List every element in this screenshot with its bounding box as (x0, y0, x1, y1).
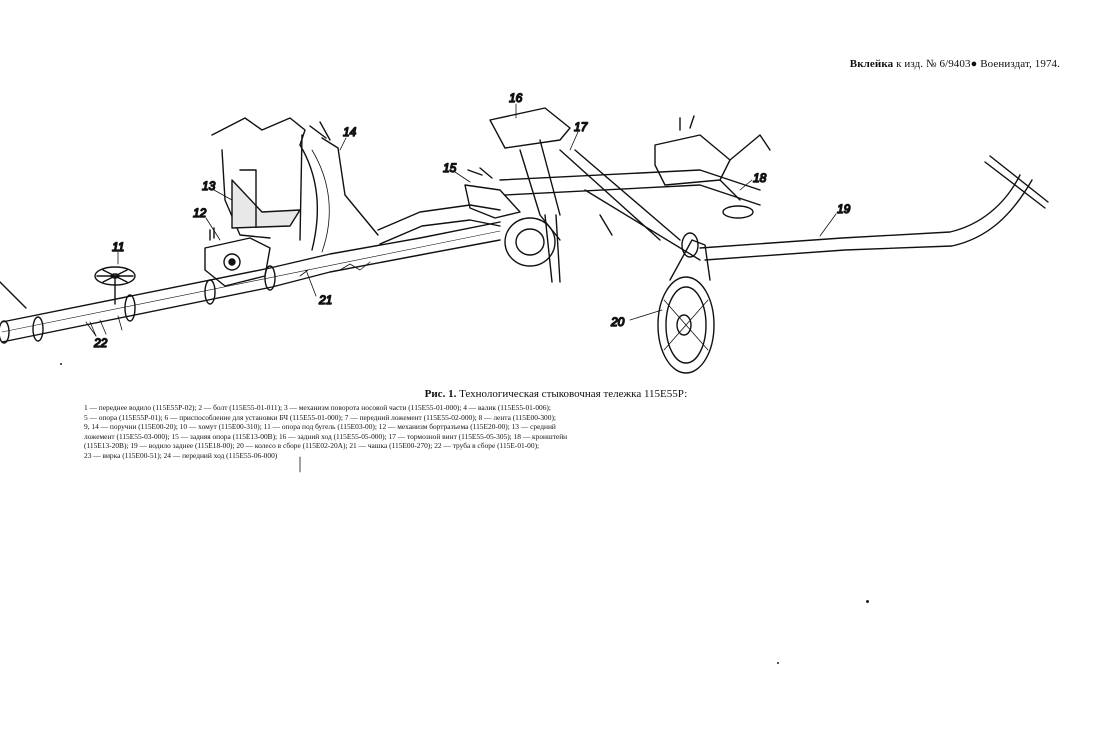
callout-19: 19 (837, 202, 851, 216)
publication-note-prefix: Вклейка (849, 58, 894, 70)
parts-legend (84, 403, 762, 461)
legend-line: 5 — опора (115Е55Р-01); 6 — приспособление для установки БЧ (115Е55-01-000); 7 — передний ложемент (115Е55-02-000); 8 — лента (115Е00-300); (84, 412, 556, 422)
legend-line: 9, 14 — поручни (115Е00-20); 10 — хомут (115Е00-310); 11 — опора под бугель (115Е03-00); 12 — механизм бортразъема (115Е20-00); 13 — средний (84, 422, 556, 432)
figure-title: Технологическая стыковочная тележка 115Е55Р: (459, 388, 688, 400)
publication-note-text: к изд. № 6/9403● Воениздат, 1974. (896, 58, 1060, 70)
scan-speck (777, 662, 779, 664)
callout-16: 16 (509, 91, 523, 105)
legend-line: 23 — вирка (115Е00-51); 24 — передний ход (115Е55-06-000) (84, 450, 278, 460)
rear-carriage-frame (490, 108, 760, 282)
callout-22: 22 (94, 336, 108, 350)
figure-caption (0, 388, 1112, 400)
legend-line: (115Е13-20В); 19 — водило заднее (115Е18-00); 20 — колесо в сборе (115Е02-20А); 21 — чашка (115Е00-270); 22 — труба в сборе (115Е-01-00); (84, 441, 540, 451)
legend-line: 1 — переднее водило (115Е55Р-02); 2 — болт (115Е55-01-011); 3 — механизм поворота носовой части (115Е55-01-000); 4 — валик (115Е55-01-006); (84, 403, 551, 412)
scan-speck (866, 600, 869, 603)
handwheel (95, 267, 135, 304)
scan-speck (60, 363, 62, 365)
callout-17: 17 (574, 120, 588, 134)
main-tube (0, 222, 500, 343)
callout-13: 13 (202, 179, 216, 193)
callout-21: 21 (319, 293, 333, 307)
legend-line: ложемент (115Е55-03-000); 15 — задняя опора (115Е13-00В); 16 — задний ход (115Е55-05-000); 17 — тормозной винт (115Е55-05-305); 18 — кронштейн (84, 431, 568, 441)
wheel (658, 233, 714, 373)
callout-18: 18 (753, 171, 767, 185)
rear-support (465, 168, 520, 218)
callout-20: 20 (611, 315, 625, 329)
callout-12: 12 (193, 206, 207, 220)
callout-11: 11 (112, 240, 125, 254)
callout-14: 14 (343, 125, 357, 139)
callout-15: 15 (443, 161, 457, 175)
middle-cradle (212, 118, 329, 252)
figure-label: Рис. 1. (424, 388, 457, 400)
